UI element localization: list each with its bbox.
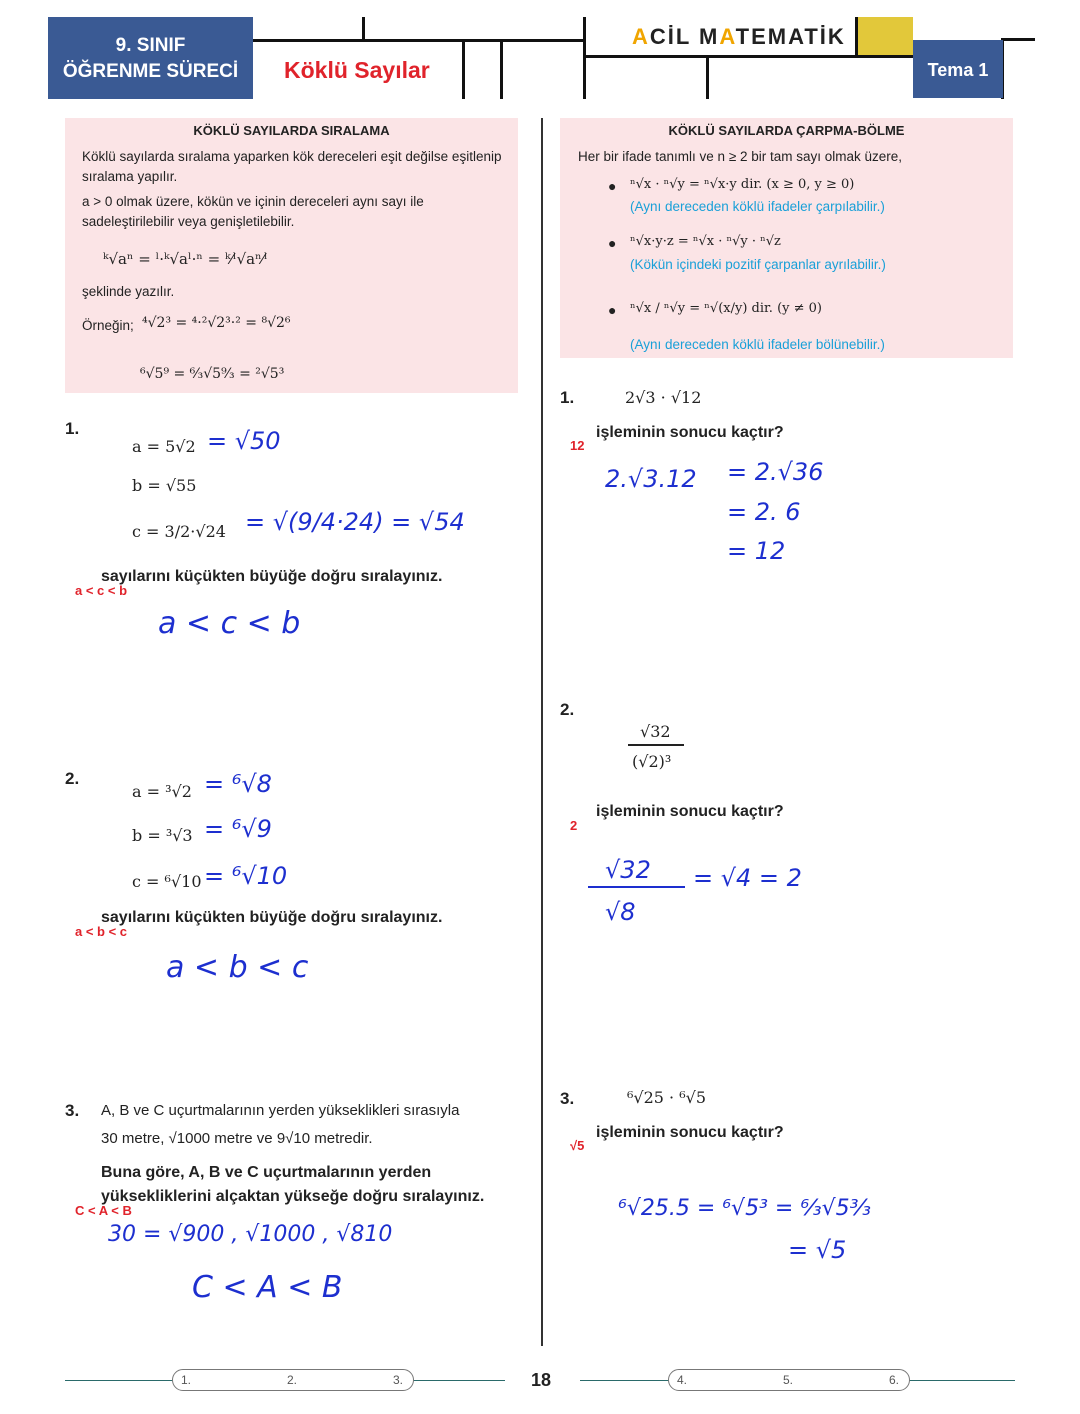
header-rule: [462, 40, 465, 99]
handwritten-step: 2.√3.12: [605, 465, 697, 493]
example-formula: ⁶√5⁹ = ⁶⁄₃√5⁹⁄₃ = ²√5³: [140, 366, 285, 382]
theme-badge: Tema 1: [913, 40, 1003, 98]
multiplication-info-text: Her bir ifade tanımlı ve n ≥ 2 bir tam sayı olmak üzere,: [578, 149, 903, 164]
footer-progress-right: [668, 1369, 910, 1391]
question-number: 3.: [560, 1089, 575, 1108]
rule-multiply: ⁿ√x · ⁿ√y = ⁿ√x·y dir. (x ≥ 0, y ≥ 0): [630, 177, 855, 192]
grade-line-1: 9. SINIF: [115, 35, 186, 56]
column-divider: [541, 118, 543, 1346]
question-text: A, B ve C uçurtmalarının yerden yükseklikleri sırasıyla: [101, 1102, 460, 1119]
answer-key: 2: [570, 818, 578, 833]
handwritten-step: = ⁶√10: [204, 862, 288, 890]
grade-line-2: ÖĞRENME SÜRECİ: [62, 61, 239, 82]
question-expression: ⁶√25 · ⁶√5: [627, 1088, 707, 1107]
handwritten-step: √32: [605, 856, 651, 884]
handwritten-result: C < A < B: [192, 1270, 343, 1305]
q2-line-c: c = ⁶√10: [132, 872, 202, 891]
rule-note: (Aynı dereceden köklü ifadeler çarpılabilir.): [630, 199, 885, 214]
q1-line-b: b = √55: [132, 476, 197, 495]
example-label: Örneğin;: [82, 318, 134, 333]
question-prompt: sayılarını küçükten büyüğe doğru sıralayınız.: [101, 568, 443, 585]
handwritten-step: = ⁶√9: [204, 815, 272, 843]
fraction-bar: [628, 744, 684, 746]
question-number: 1.: [65, 419, 80, 438]
ordering-formula: ᵏ√aⁿ = ˡ·ᵏ√aˡ·ⁿ = ᵏ⁄ˡ√aⁿ⁄ˡ: [103, 250, 268, 268]
footer-marker: 5.: [783, 1373, 794, 1387]
question-prompt: işleminin sonucu kaçtır?: [596, 1124, 784, 1141]
bullet-dot: ●: [608, 235, 617, 251]
header-rule: [585, 55, 915, 58]
footer-marker: 4.: [677, 1373, 688, 1387]
footer-marker: 1.: [181, 1373, 192, 1387]
question-number: 2.: [560, 700, 575, 719]
handwritten-result: a < c < b: [158, 606, 301, 641]
handwritten-step: = 2.√36: [727, 458, 824, 486]
question-text: 30 metre, √1000 metre ve 9√10 metredir.: [101, 1130, 373, 1147]
question-prompt: işleminin sonucu kaçtır?: [596, 424, 784, 441]
question-number: 2.: [65, 769, 80, 788]
handwritten-step: = ⁶√8: [204, 770, 272, 798]
answer-key: a < b < c: [75, 924, 128, 939]
handwritten-step: √8: [605, 898, 636, 926]
example-formula: ⁴√2³ = ⁴·²√2³·² = ⁸√2⁶: [142, 315, 291, 331]
question-number: 3.: [65, 1101, 80, 1120]
topic-title: Köklü Sayılar: [284, 57, 430, 83]
handwritten-result: a < b < c: [166, 950, 309, 985]
header-rule: [1003, 38, 1035, 41]
question-denominator: (√2)³: [632, 752, 672, 771]
header-rule: [253, 39, 585, 42]
question-prompt: sayılarını küçükten büyüğe doğru sıralayınız.: [101, 909, 443, 926]
footer-progress-left: [172, 1369, 414, 1391]
q2-line-b: b = ³√3: [132, 826, 193, 845]
q1-line-a: a = 5√2: [132, 437, 196, 456]
handwritten-step: = 12: [727, 537, 786, 565]
question-prompt: işleminin sonucu kaçtır?: [596, 803, 784, 820]
bullet-dot: ●: [608, 178, 617, 194]
ordering-info-text: şeklinde yazılır.: [82, 284, 175, 299]
handwritten-step: ⁶√25.5 = ⁶√5³ = ⁶⁄₃√5³⁄₃: [618, 1196, 871, 1221]
rule-note: (Aynı dereceden köklü ifadeler bölünebilir.): [630, 337, 885, 352]
rule-note: (Kökün içindeki pozitif çarpanlar ayrılabilir.): [630, 257, 886, 272]
header-rule: [362, 17, 365, 41]
handwritten-step: = √5: [788, 1236, 847, 1264]
rule-split: ⁿ√x·y·z = ⁿ√x · ⁿ√y · ⁿ√z: [630, 234, 781, 249]
question-prompt: yüksekliklerini alçaktan yükseğe doğru sıralayınız.: [101, 1188, 485, 1205]
header-rule: [500, 40, 503, 99]
multiplication-info-title: KÖKLÜ SAYILARDA ÇARPMA-BÖLME: [668, 123, 905, 138]
answer-key: 12: [570, 438, 585, 453]
answer-key: √5: [570, 1138, 585, 1153]
question-number: 1.: [560, 388, 575, 407]
ordering-info-title: KÖKLÜ SAYILARDA SIRALAMA: [193, 123, 390, 138]
footer-marker: 3.: [393, 1373, 404, 1387]
handwritten-fraction-bar: [588, 886, 685, 888]
grade-badge: [48, 17, 253, 99]
answer-key: C < A < B: [75, 1203, 132, 1218]
brand-logo: ACİL MATEMATİK: [632, 24, 846, 49]
handwritten-step: = √50: [207, 427, 281, 455]
question-prompt: Buna göre, A, B ve C uçurtmalarının yerden: [101, 1164, 432, 1181]
handwritten-step: 30 = √900 , √1000 , √810: [108, 1222, 393, 1247]
page-number: 18: [531, 1370, 552, 1390]
brand-accent-block: [858, 17, 913, 55]
question-expression: 2√3 · √12: [625, 388, 702, 407]
handwritten-step: = √4 = 2: [693, 864, 802, 892]
answer-key: a < c < b: [75, 583, 128, 598]
q2-line-a: a = ³√2: [132, 782, 192, 801]
footer-marker: 6.: [889, 1373, 900, 1387]
handwritten-step: = 2. 6: [727, 498, 801, 526]
q1-line-c: c = 3/2·√24: [132, 522, 226, 541]
rule-divide: ⁿ√x / ⁿ√y = ⁿ√(x/y) dir. (y ≠ 0): [630, 301, 822, 316]
ordering-info-text: sadeleştirilebilir veya genişletilebilir.: [82, 214, 295, 229]
bullet-dot: ●: [608, 302, 617, 318]
handwritten-step: = √(9/4·24) = √54: [245, 508, 465, 536]
question-numerator: √32: [640, 722, 671, 741]
ordering-info-text: sıralama yapılır.: [82, 169, 178, 184]
ordering-info-text: a > 0 olmak üzere, kökün ve içinin dereceleri aynı sayı ile: [82, 194, 424, 209]
ordering-info-text: Köklü sayılarda sıralama yaparken kök dereceleri eşit değilse eşitlenip: [82, 149, 502, 164]
footer-marker: 2.: [287, 1373, 298, 1387]
header-rule: [706, 55, 709, 99]
header-rule: [583, 17, 586, 99]
